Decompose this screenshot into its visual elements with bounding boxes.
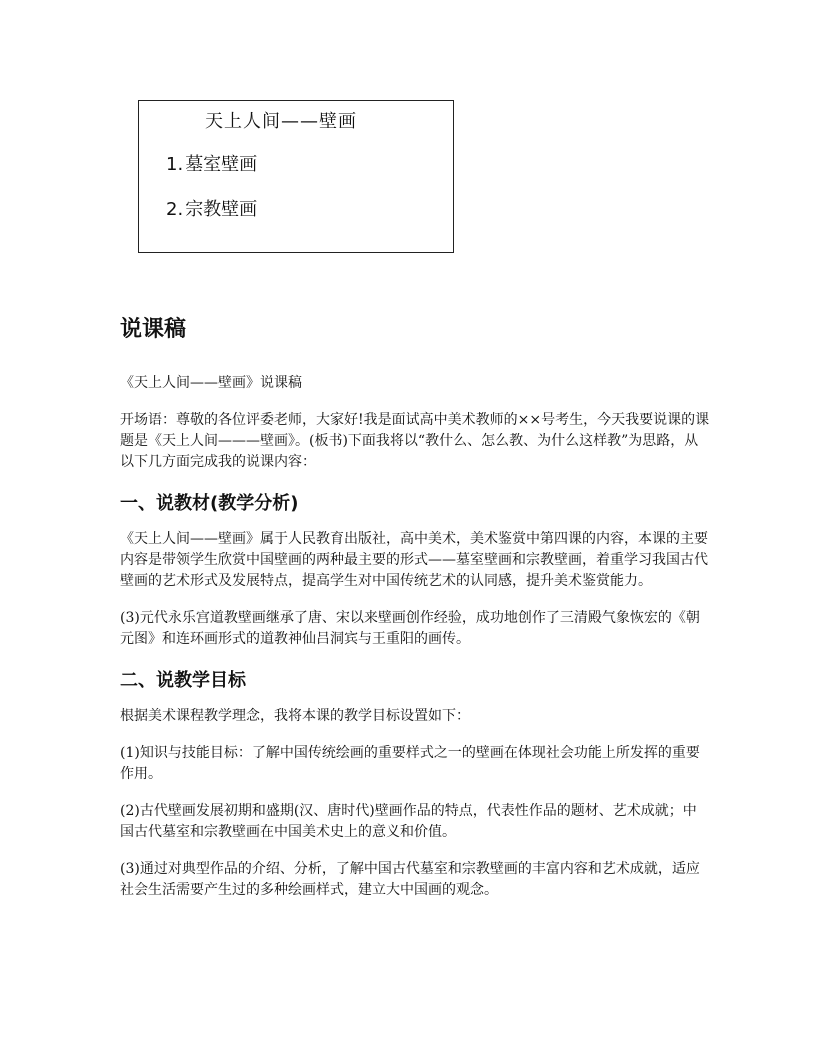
paragraph: (3)元代永乐宫道教壁画继承了唐、宋以来壁画创作经验，成功地创作了三清殿气象恢宏的《朝元图》和连环画形式的道教神仙吕洞宾与王重阳的画传。 [120,610,700,647]
paragraph: 《天上人间——壁画》属于人民教育出版社，高中美术，美术鉴赏中第四课的内容，本课的主要内容是带领学生欣赏中国壁画的两种最主要的形式——墓室壁画和宗教壁画，着重学习我国古代壁画的艺术形式及发展特点，提高学生对中国传统艺术的认同感，提升美术鉴赏能力。 [120,531,708,589]
section-heading-textbook: 一、说教材(教学分析) [120,493,299,514]
board-item-number: 2. [166,199,184,220]
board-item-text: 墓室壁画 [185,154,258,175]
intro-paragraph: 开场语：尊敬的各位评委老师，大家好!我是面试高中美术教师的××号考生，今天我要说课的课题是《天上人间———壁画》。(板书)下面我将以“教什么、怎么教、为什么这样教”为思路，从以下几方面完成我的说课内容： [120,412,710,470]
board-title: 天上人间——壁画 [205,111,357,132]
paragraph: (1)知识与技能目标：了解中国传统绘画的重要样式之一的壁画在体现社会功能上所发挥的重要作用。 [120,745,700,782]
paragraph: (2)古代壁画发展初期和盛期(汉、唐时代)壁画作品的特点，代表性作品的题材、艺术成就；中国古代墓室和宗教壁画在中国美术史上的意义和价值。 [120,803,697,840]
paragraph: 根据美术课程教学理念，我将本课的教学目标设置如下： [120,708,470,724]
document-body [120,312,710,917]
doc-subtitle: 《天上人间——壁画》说课稿 [120,375,302,391]
page-title: 说课稿 [120,317,187,342]
section-heading-objectives: 二、说教学目标 [120,670,246,691]
paragraph: (3)通过对典型作品的介绍、分析，了解中国古代墓室和宗教壁画的丰富内容和艺术成就，适应社会生活需要产生过的多种绘画样式，建立大中国画的观念。 [120,861,700,898]
board-item-2 [166,195,257,221]
board-item-number: 1. [166,154,184,175]
board-item-1 [166,150,257,176]
board-item-text: 宗教壁画 [185,199,258,220]
blackboard-outline-box [138,100,454,253]
